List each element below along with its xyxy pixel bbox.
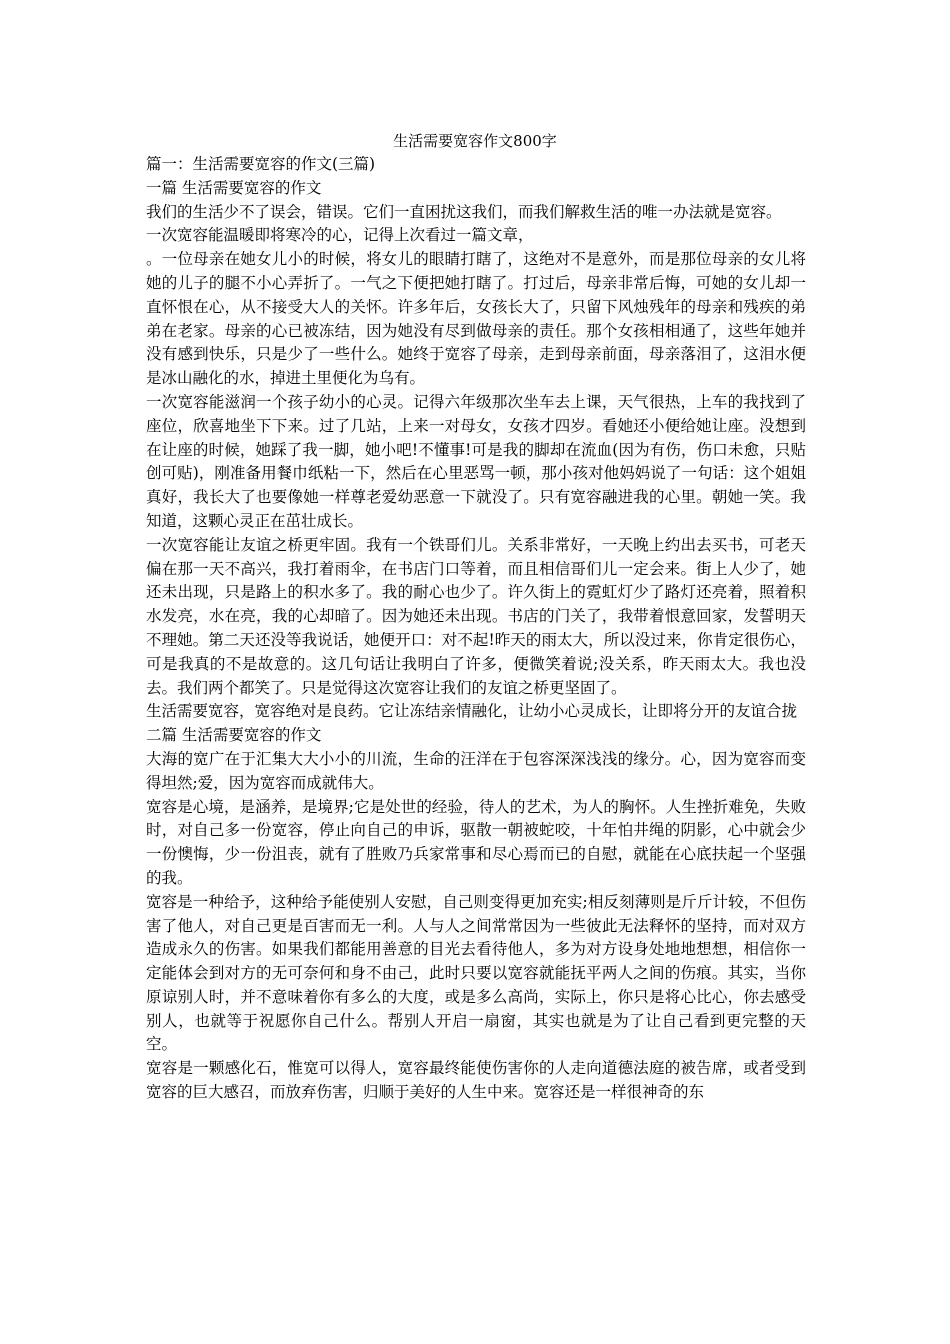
paragraph: 宽容是一种给予，这种给予能使别人安慰，自己则变得更加充实;相反刻薄则是斤斤计较，不但伤害了他人，对自己更是百害而无一利。人与人之间常常因为一些彼此无法释怀的坚持，而对双方造成永久的伤害。如果我们都能用善意的目光去看待他人，多为对方设身处地地想想，相信你一定能体会到对方的无可奈何和身不由己，此时只要以宽容就能抚平两人之间的伤痕。其实，当你原谅别人时，并不意味着你有多么的大度，或是多么高尚，实际上，你只是将心比心，你去感受别人，也就等于祝愿你自己什么。帮别人开启一扇窗，其实也就是为了让自己看到更完整的天空。 (146, 892, 806, 1054)
paragraph: 宽容是一颗感化石，惟宽可以得人，宽容最终能使伤害你的人走向道德法庭的被告席，或者受到宽容的巨大感召，而放弃伤害，归顺于美好的人生中来。宽容还是一样很神奇的东 (146, 1059, 806, 1102)
document-body (146, 153, 806, 1105)
essay-heading: 一篇 生活需要宽容的作文 (146, 178, 322, 197)
section-heading: 篇一：生活需要宽容的作文(三篇) (146, 155, 376, 173)
paragraph: 一次宽容能滋润一个孩子幼小的心灵。记得六年级那次坐车去上课，天气很热，上车的我找到了座位，欣喜地坐下下来。过了几站，上来一对母女，女孩才四岁。看她还小便给她让座。没想到在让座的时候，她踩了我一脚，她小吧!不懂事!可是我的脚却在流血(因为有伤，伤口未愈，只贴创可贴)，刚准备用餐巾纸粘一下，然后在心里恶骂一顿，那小孩对他妈妈说了一句话：这个姐姐真好，我长大了也要像她一样尊老爱幼恶意一下就没了。只有宽容融进我的心里。朝她一笑。我知道，这颗心灵正在茁壮成长。 (146, 392, 806, 530)
document-title: 生活需要宽容作文800字 (393, 132, 557, 150)
paragraph: 宽容是心境，是涵养，是境界;它是处世的经验，待人的艺术，为人的胸怀。人生挫折难免，失败时，对自己多一份宽容，停止向自己的申诉，驱散一朝被蛇咬，十年怕井绳的阴影，心中就会少一份懊悔，少一份沮丧，就有了胜败乃兵家常事和尽心焉而已的自慰，就能在心底扶起一个坚强的我。 (146, 797, 806, 887)
paragraph: 我们的生活少不了误会，错误。它们一直困扰这我们，而我们解救生活的唯一办法就是宽容。 (146, 202, 782, 221)
paragraph: 生活需要宽容，宽容绝对是良药。它让冻结亲情融化，让幼小心灵成长，让即将分开的友谊合拢 (146, 702, 798, 721)
paragraph: 大海的宽广在于汇集大大小小的川流，生命的汪洋在于包容深深浅浅的缘分。心，因为宽容而变得坦然;爱，因为宽容而成就伟大。 (146, 749, 806, 792)
paragraph: 一次宽容能让友谊之桥更牢固。我有一个铁哥们儿。关系非常好，一天晚上约出去买书，可老天偏在那一天不高兴，我打着雨伞，在书店门口等着，而且相信哥们儿一定会来。街上人少了，她还未出现，只是路上的积水多了。我的耐心也少了。许久街上的霓虹灯少了路灯还亮着，照着积水发亮，水在亮，我的心却暗了。因为她还未出现。书店的门关了，我带着恨意回家，发誓明天不理她。第二天还没等我说话，她便开口：对不起!昨天的雨太大，所以没过来，你肯定很伤心，可是我真的不是故意的。这几句话让我明白了许多，便微笑着说;没关系，昨天雨太大。我也没去。我们两个都笑了。只是觉得这次宽容让我们的友谊之桥更坚固了。 (146, 535, 806, 697)
paragraph: 一次宽容能温暖即将寒冷的心，记得上次看过一篇文章， (146, 226, 534, 245)
paragraph: 。一位母亲在她女儿小的时候，将女儿的眼睛打瞎了，这绝对不是意外，而是那位母亲的女儿将她的儿子的腿不小心弄折了。一气之下便把她打瞎了。打过后，母亲非常后悔，可她的女儿却一直怀恨在心，从不接受大人的关怀。许多年后，女孩长大了，只留下风烛残年的母亲和残疾的弟弟在老家。母亲的心已被冻结，因为她没有尽到做母亲的责任。那个女孩相相通了，这些年她并没有感到快乐，只是少了一些什么。她终于宽容了母亲，走到母亲前面，母亲落泪了，这泪水便是冰山融化的水，掉进土里便化为乌有。 (146, 250, 806, 388)
essay-heading: 二篇 生活需要宽容的作文 (146, 726, 322, 745)
